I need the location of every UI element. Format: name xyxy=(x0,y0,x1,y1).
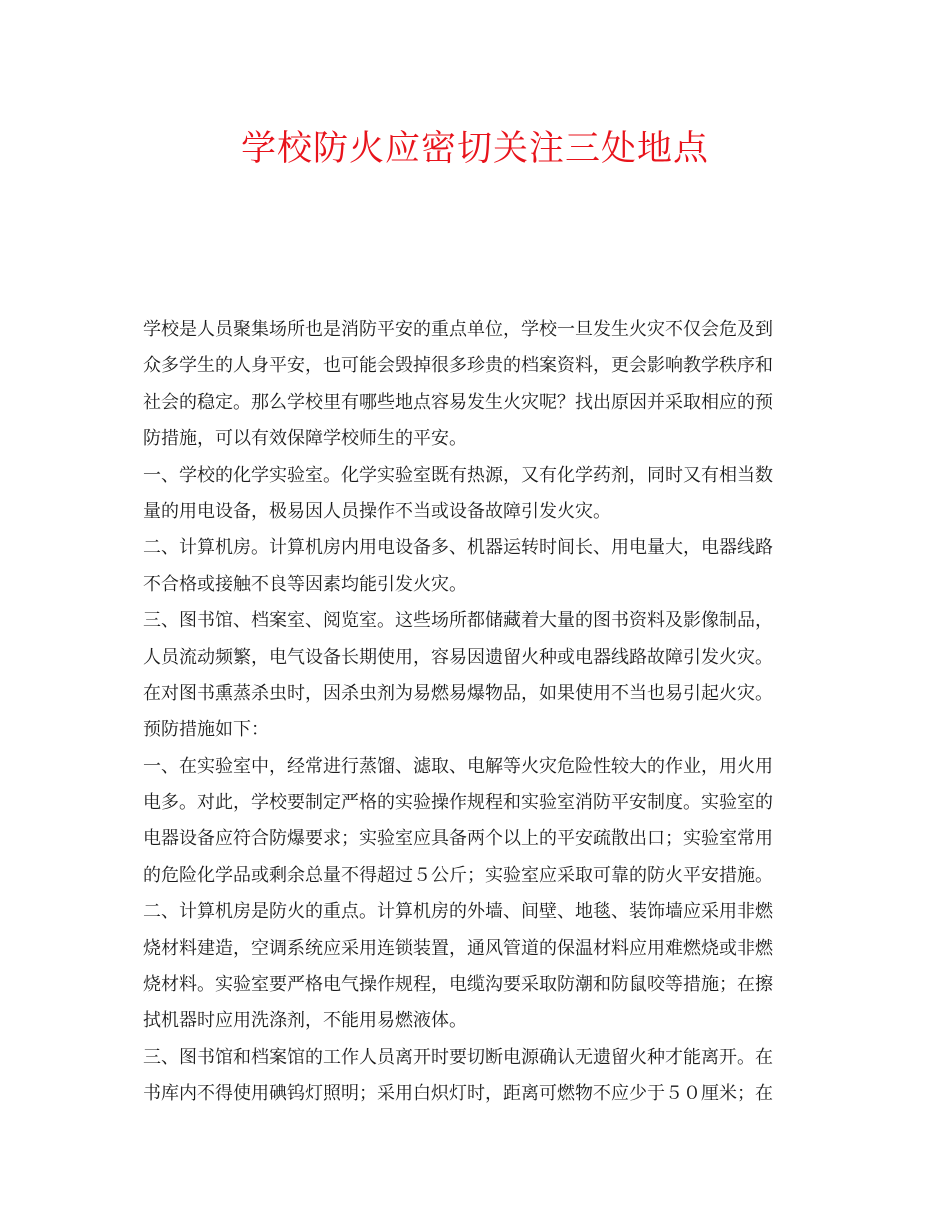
text-line: 烧材料建造，空调系统应采用连锁装置，通风管道的保温材料应用难燃烧或非燃 xyxy=(143,937,773,959)
text-line: 社会的稳定。那么学校里有哪些地点容易发生火灾呢？找出原因并采取相应的预 xyxy=(143,391,773,413)
text-line: 电器设备应符合防爆要求；实验室应具备两个以上的平安疏散出口；实验室常用 xyxy=(143,828,773,850)
document-body xyxy=(143,312,811,1113)
document-title: 学校防火应密切关注三处地点 xyxy=(240,129,709,169)
text-line: 预防措施如下： xyxy=(143,719,269,741)
text-line: 三、图书馆和档案馆的工作人员离开时要切断电源确认无遗留火种才能离开。在 xyxy=(143,1046,773,1068)
text-line: 书库内不得使用碘钨灯照明；采用白炽灯时，距离可燃物不应少于５０厘米；在 xyxy=(143,1083,773,1105)
text-line: 众多学生的人身平安，也可能会毁掉很多珍贵的档案资料，更会影响教学秩序和 xyxy=(143,355,773,377)
text-line: 一、学校的化学实验室。化学实验室既有热源，又有化学药剂，同时又有相当数 xyxy=(143,464,773,486)
text-line: 人员流动频繁，电气设备长期使用，容易因遗留火种或电器线路故障引发火灾。 xyxy=(143,646,773,668)
text-line: 电多。对此，学校要制定严格的实验操作规程和实验室消防平安制度。实验室的 xyxy=(143,792,773,814)
text-line: 学校是人员聚集场所也是消防平安的重点单位，学校一旦发生火灾不仅会危及到 xyxy=(143,319,773,340)
text-line: 烧材料。实验室要严格电气操作规程，电缆沟要采取防潮和防鼠咬等措施；在擦 xyxy=(143,974,773,996)
text-line: 一、在实验室中，经常进行蒸馏、滤取、电解等火灾危险性较大的作业，用火用 xyxy=(143,755,773,777)
text-line: 不合格或接触不良等因素均能引发火灾。 xyxy=(143,573,467,595)
text-line: 三、图书馆、档案室、阅览室。这些场所都储藏着大量的图书资料及影像制品， xyxy=(143,610,773,632)
text-line: 防措施，可以有效保障学校师生的平安。 xyxy=(143,428,467,450)
text-line: 的危险化学品或剩余总量不得超过５公斤；实验室应采取可靠的防火平安措施。 xyxy=(143,864,773,886)
text-line: 二、计算机房是防火的重点。计算机房的外墙、间壁、地毯、装饰墙应采用非燃 xyxy=(143,901,773,923)
text-line: 拭机器时应用洗涤剂，不能用易燃液体。 xyxy=(143,1010,467,1032)
text-line: 二、计算机房。计算机房内用电设备多、机器运转时间长、用电量大，电器线路 xyxy=(143,537,773,559)
text-line: 在对图书熏蒸杀虫时，因杀虫剂为易燃易爆物品，如果使用不当也易引起火灾。 xyxy=(143,682,773,704)
text-line: 量的用电设备，极易因人员操作不当或设备故障引发火灾。 xyxy=(143,500,611,522)
